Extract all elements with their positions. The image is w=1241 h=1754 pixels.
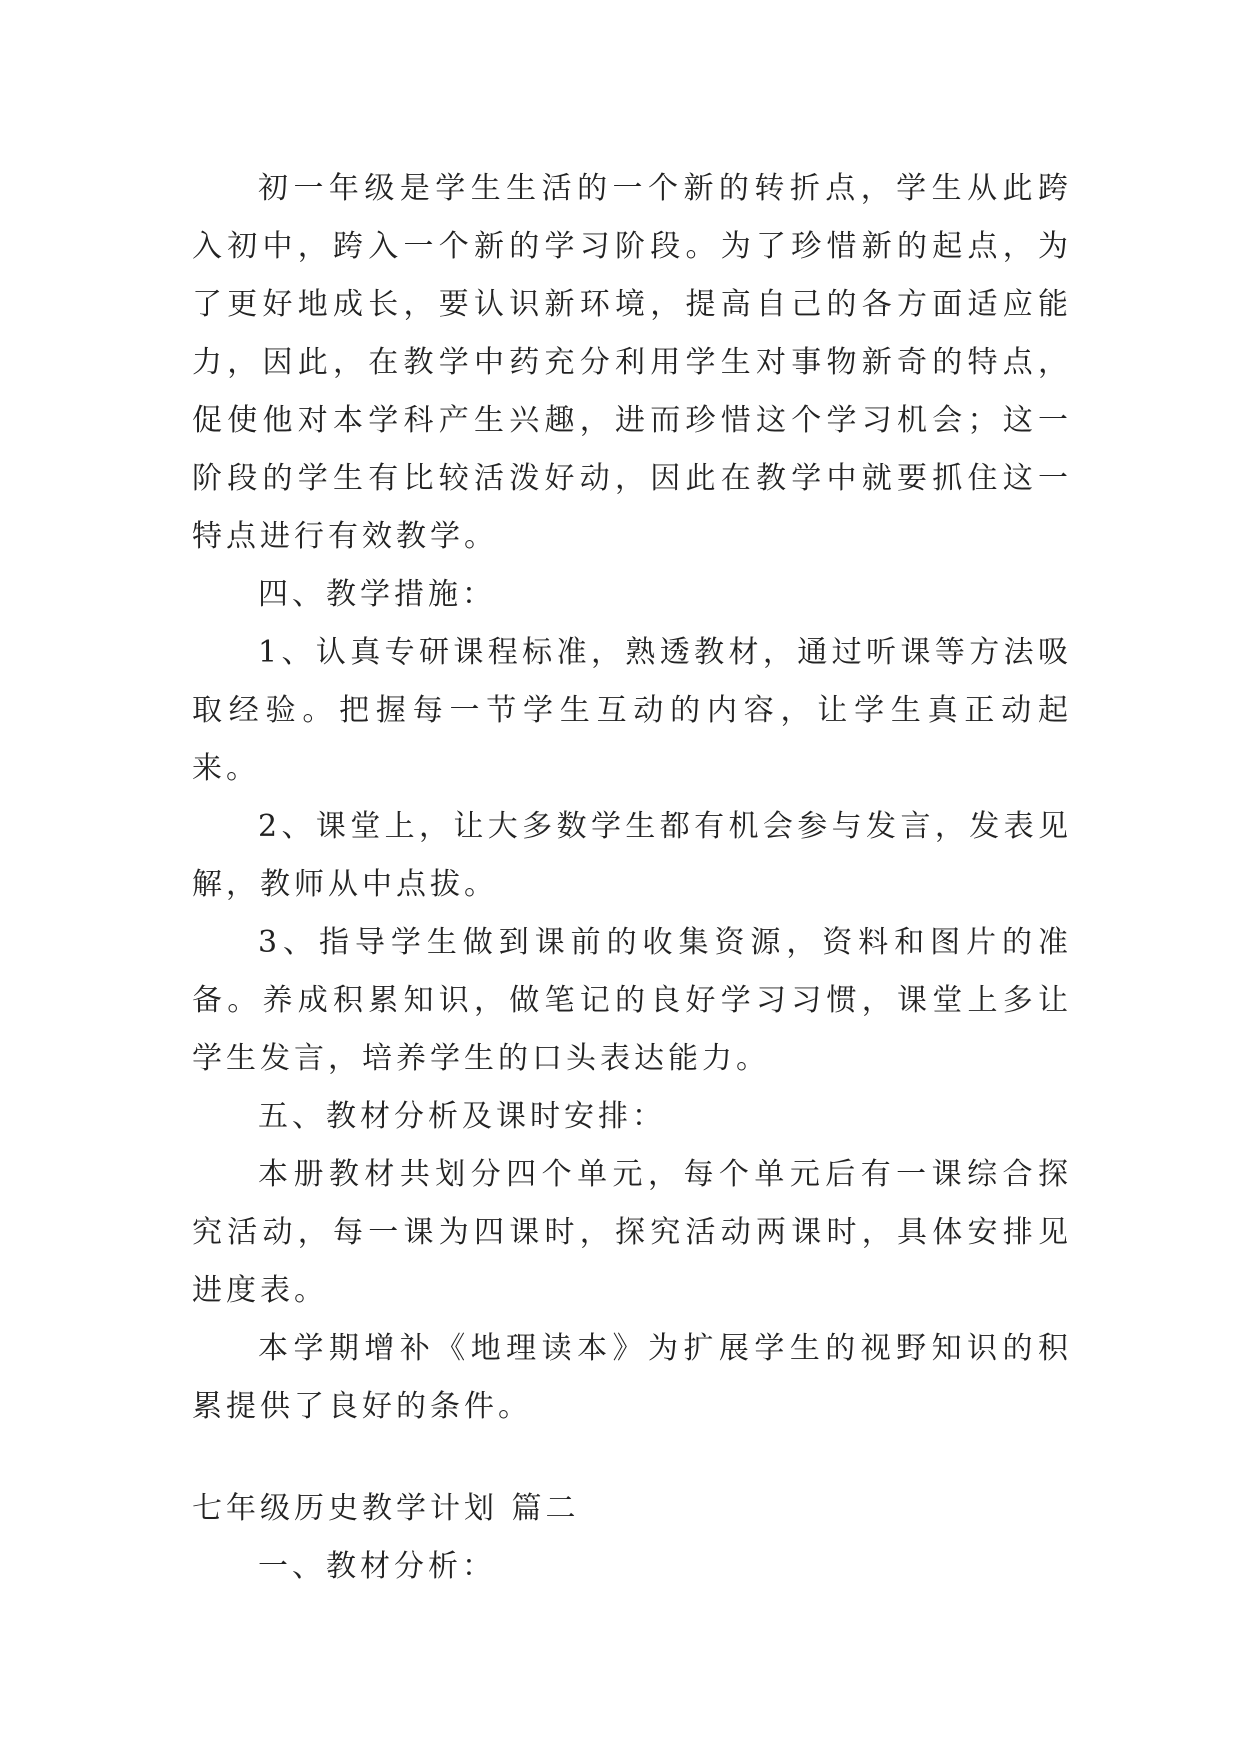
heading-textbook-schedule: 五、教材分析及课时安排： (258, 1099, 666, 1134)
paragraph-supplement-reader: 本学期增补《地理读本》为扩展学生的视野知识的积累提供了良好的条件。 (192, 1331, 1072, 1424)
paragraph-intro: 初一年级是学生生活的一个新的转折点，学生从此跨入初中，跨入一个新的学习阶段。为了珍惜新的起点，为了更好地成长，要认识新环境，提高自己的各方面适应能力，因此，在教学中药充分利用学生对事物新奇的特点，促使他对本学科产生兴趣，进而珍惜这个学习机会；这一阶段的学生有比较活泼好动，因此在教学中就要抓住这一特点进行有效教学。 (192, 171, 1072, 554)
section-title: 七年级历史教学计划 篇二 (192, 1491, 580, 1526)
heading-textbook-analysis: 一、教材分析： (258, 1549, 496, 1584)
paragraph-measure-1: 1、认真专研课程标准，熟透教材，通过听课等方法吸取经验。把握每一节学生互动的内容，让学生真正动起来。 (192, 635, 1072, 786)
paragraph-measure-2: 2、课堂上，让大多数学生都有机会参与发言，发表见解，教师从中点拔。 (192, 809, 1072, 902)
paragraph-measure-3: 3、指导学生做到课前的收集资源，资料和图片的准备。养成积累知识，做笔记的良好学习习惯，课堂上多让学生发言，培养学生的口头表达能力。 (192, 925, 1072, 1076)
document-body (192, 160, 1072, 1596)
paragraph-textbook-units: 本册教材共划分四个单元，每个单元后有一课综合探究活动，每一课为四课时，探究活动两课时，具体安排见进度表。 (192, 1157, 1072, 1308)
heading-teaching-measures: 四、教学措施： (258, 577, 496, 612)
